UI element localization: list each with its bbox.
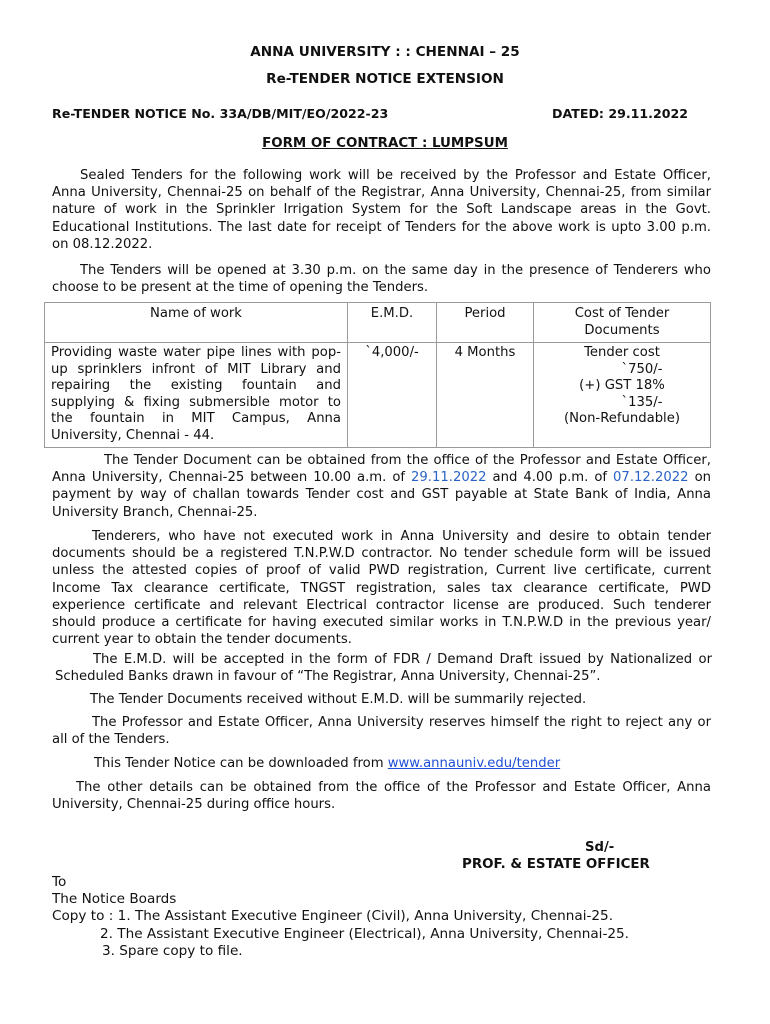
cost-line: (Non-Refundable): [564, 411, 680, 427]
to-line: To: [52, 874, 67, 890]
signature-officer: PROF. & ESTATE OFFICER: [462, 857, 650, 872]
header-cost: Cost of Tender Documents: [534, 303, 711, 343]
distribution-list: [52, 874, 629, 960]
cost-line: `135/-: [621, 394, 663, 410]
paragraph-right-to-reject: The Professor and Estate Officer, Anna University reserves himself the right to reject any or all of the Tenders.: [52, 715, 711, 748]
paragraph-rejection: The Tender Documents received without E.M.D. will be summarily rejected.: [90, 692, 587, 707]
paragraph-eligibility: Tenderers, who have not executed work in Anna University and desire to obtain tender documents should be a registered T.N.P.W.D contractor. No tender schedule form will be issued unless the attested copies of proof of valid PWD registration, Current live certificate, current Income Tax clearance certificate, TNGST registration, sales tax clearance certificate, PWD experience certificate and relevant Electrical contractor license are produced. Such tenderer should produce a certificate for having executed similar works in T.N.P.W.D in the previous year/ current year to obtain the tender documents.: [52, 529, 711, 648]
header-name-of-work: Name of work: [45, 303, 348, 343]
cost-line: Tender cost: [584, 345, 660, 360]
reference-line: [52, 106, 692, 121]
header-emd: E.M.D.: [348, 303, 437, 343]
header-period: Period: [437, 303, 534, 343]
copy-to-line: Copy to : 1. The Assistant Executive Engineer (Civil), Anna University, Chennai-25.: [52, 908, 614, 925]
p3-text-b: and 4.00 p.m. of: [486, 470, 614, 486]
cell-cost: [534, 343, 711, 448]
cost-line: `750/-: [621, 361, 663, 377]
copy-line-3: 3. Spare copy to file.: [102, 942, 243, 959]
p8-text: This Tender Notice can be downloaded from: [94, 756, 388, 771]
paragraph-download: [94, 755, 714, 772]
cell-period: 4 Months: [437, 343, 534, 448]
tender-download-link[interactable]: www.annauniv.edu/tender: [387, 756, 561, 771]
form-of-contract: FORM OF CONTRACT : LUMPSUM: [262, 136, 508, 151]
notice-date: DATED: 29.11.2022: [552, 106, 688, 121]
works-table: [44, 302, 711, 448]
university-heading: ANNA UNIVERSITY : : CHENNAI – 25: [250, 44, 520, 60]
paragraph-tender-document: [52, 452, 711, 521]
cell-emd: `4,000/-: [348, 343, 437, 448]
p3-text-c: on payment by way of challan towards Tender cost and GST payable at State Bank of India, Anna University Branch, Chennai-25.: [52, 470, 711, 520]
paragraph-other-details: The other details can be obtained from the office of the Professor and Estate Officer, Anna University, Chennai-25 during office hours.: [52, 780, 711, 813]
signature-sd: Sd/-: [585, 840, 615, 855]
cell-name-of-work: Providing waste water pipe lines with pop-up sprinklers infront of MIT Library and repairing the existing fountain and supplying & fixing submersible motor to the fountain in MIT Campus, Anna University, Chennai - 44.: [45, 343, 348, 448]
p3-date-end: 07.12.2022: [613, 470, 689, 486]
table-header-row: [45, 303, 711, 343]
paragraph-opening: The Tenders will be opened at 3.30 p.m. on the same day in the presence of Tenderers who choose to be present at the time of opening the Tenders.: [52, 263, 711, 296]
notice-boards-line: The Notice Boards: [52, 891, 177, 908]
p3-text-a: The Tender Document can be obtained from the office of the Professor and Estate Officer, Anna University, Chennai-25 between 10.00 a.m. of: [52, 453, 711, 486]
cost-line: (+) GST 18%: [579, 378, 665, 394]
copy-line-2: 2. The Assistant Executive Engineer (Electrical), Anna University, Chennai-25.: [100, 925, 629, 942]
notice-number: Re-TENDER NOTICE No. 33A/DB/MIT/EO/2022-23: [52, 106, 389, 121]
table-row: [45, 343, 711, 448]
p3-date-start: 29.11.2022: [411, 470, 487, 486]
paragraph-emd: The E.M.D. will be accepted in the form of FDR / Demand Draft issued by Nationalized or Scheduled Banks drawn in favour of “The Registrar, Anna University, Chennai-25”.: [55, 652, 712, 685]
paragraph-sealed-tenders: Sealed Tenders for the following work will be received by the Professor and Estate Officer, Anna University, Chennai-25 on behalf of the Registrar, Anna University, Chennai-25, from similar nature of work in the Sprinkler Irrigation System for the Soft Landscape areas in the Govt. Educational Institutions. The last date for receipt of Tenders for the above work is upto 3.00 p.m. on 08.12.2022.: [52, 168, 711, 252]
notice-title: Re-TENDER NOTICE EXTENSION: [266, 71, 504, 87]
